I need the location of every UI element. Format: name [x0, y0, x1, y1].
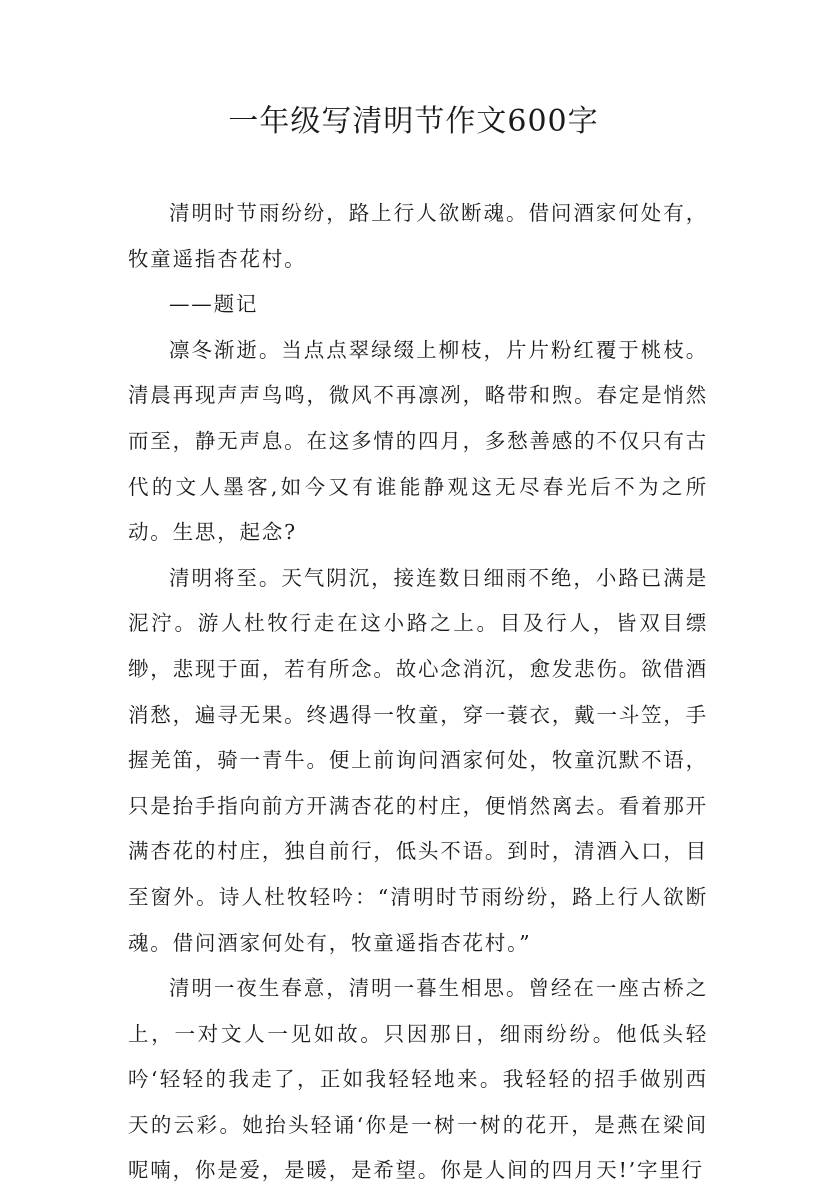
- paragraph-qingming: 清明将至。天气阴沉，接连数日细雨不绝，小路已满是泥泞。游人杜牧行走在这小路之上。目及行人，皆双目缥缈，悲现于面，若有所念。故心念消沉，愈发悲伤。欲借酒消愁，遍寻无果。终遇得一牧童，穿一蓑衣，戴一斗笠，手握羌笛，骑一青牛。便上前询问酒家何处，牧童沉默不语，只是抬手指向前方开满杏花的村庄，便悄然离去。看着那开满杏花的村庄，独自前行，低头不语。到时，清酒入口，目至窗外。诗人杜牧轻吟：“清明时节雨纷纷，路上行人欲断魂。借问酒家何处有，牧童遥指杏花村。”: [128, 565, 708, 955]
- paragraph-epigraph: ——题记: [169, 292, 259, 317]
- paragraph-spring: 清明一夜生春意，清明一暮生相思。曾经在一座古桥之上，一对文人一见如故。只因那日，细雨纷纷。他低头轻吟‘轻轻的我走了，正如我轻轻地来。我轻轻的招手做别西天的云彩。她抬头轻诵‘你是一树一树的花开，是燕在梁间呢喃，你是爱，是暖，是希望。你是人间的四月天!’字里行: [128, 976, 708, 1183]
- document-title: 一年级写清明节作文600字: [228, 104, 599, 139]
- document-body: [128, 191, 708, 1194]
- paragraph-winter: 凛冬渐逝。当点点翠绿缀上柳枝，片片粉红覆于桃枝。清晨再现声声鸟鸣，微风不再凛冽，略带和煦。春定是悄然而至，静无声息。在这多情的四月，多愁善感的不仅只有古代的文人墨客,如今又有谁能静观这无尽春光后不为之所动。生思，起念?: [128, 337, 708, 545]
- paragraph-poem: 清明时节雨纷纷，路上行人欲断魂。借问酒家何处有，牧童遥指杏花村。: [128, 201, 708, 271]
